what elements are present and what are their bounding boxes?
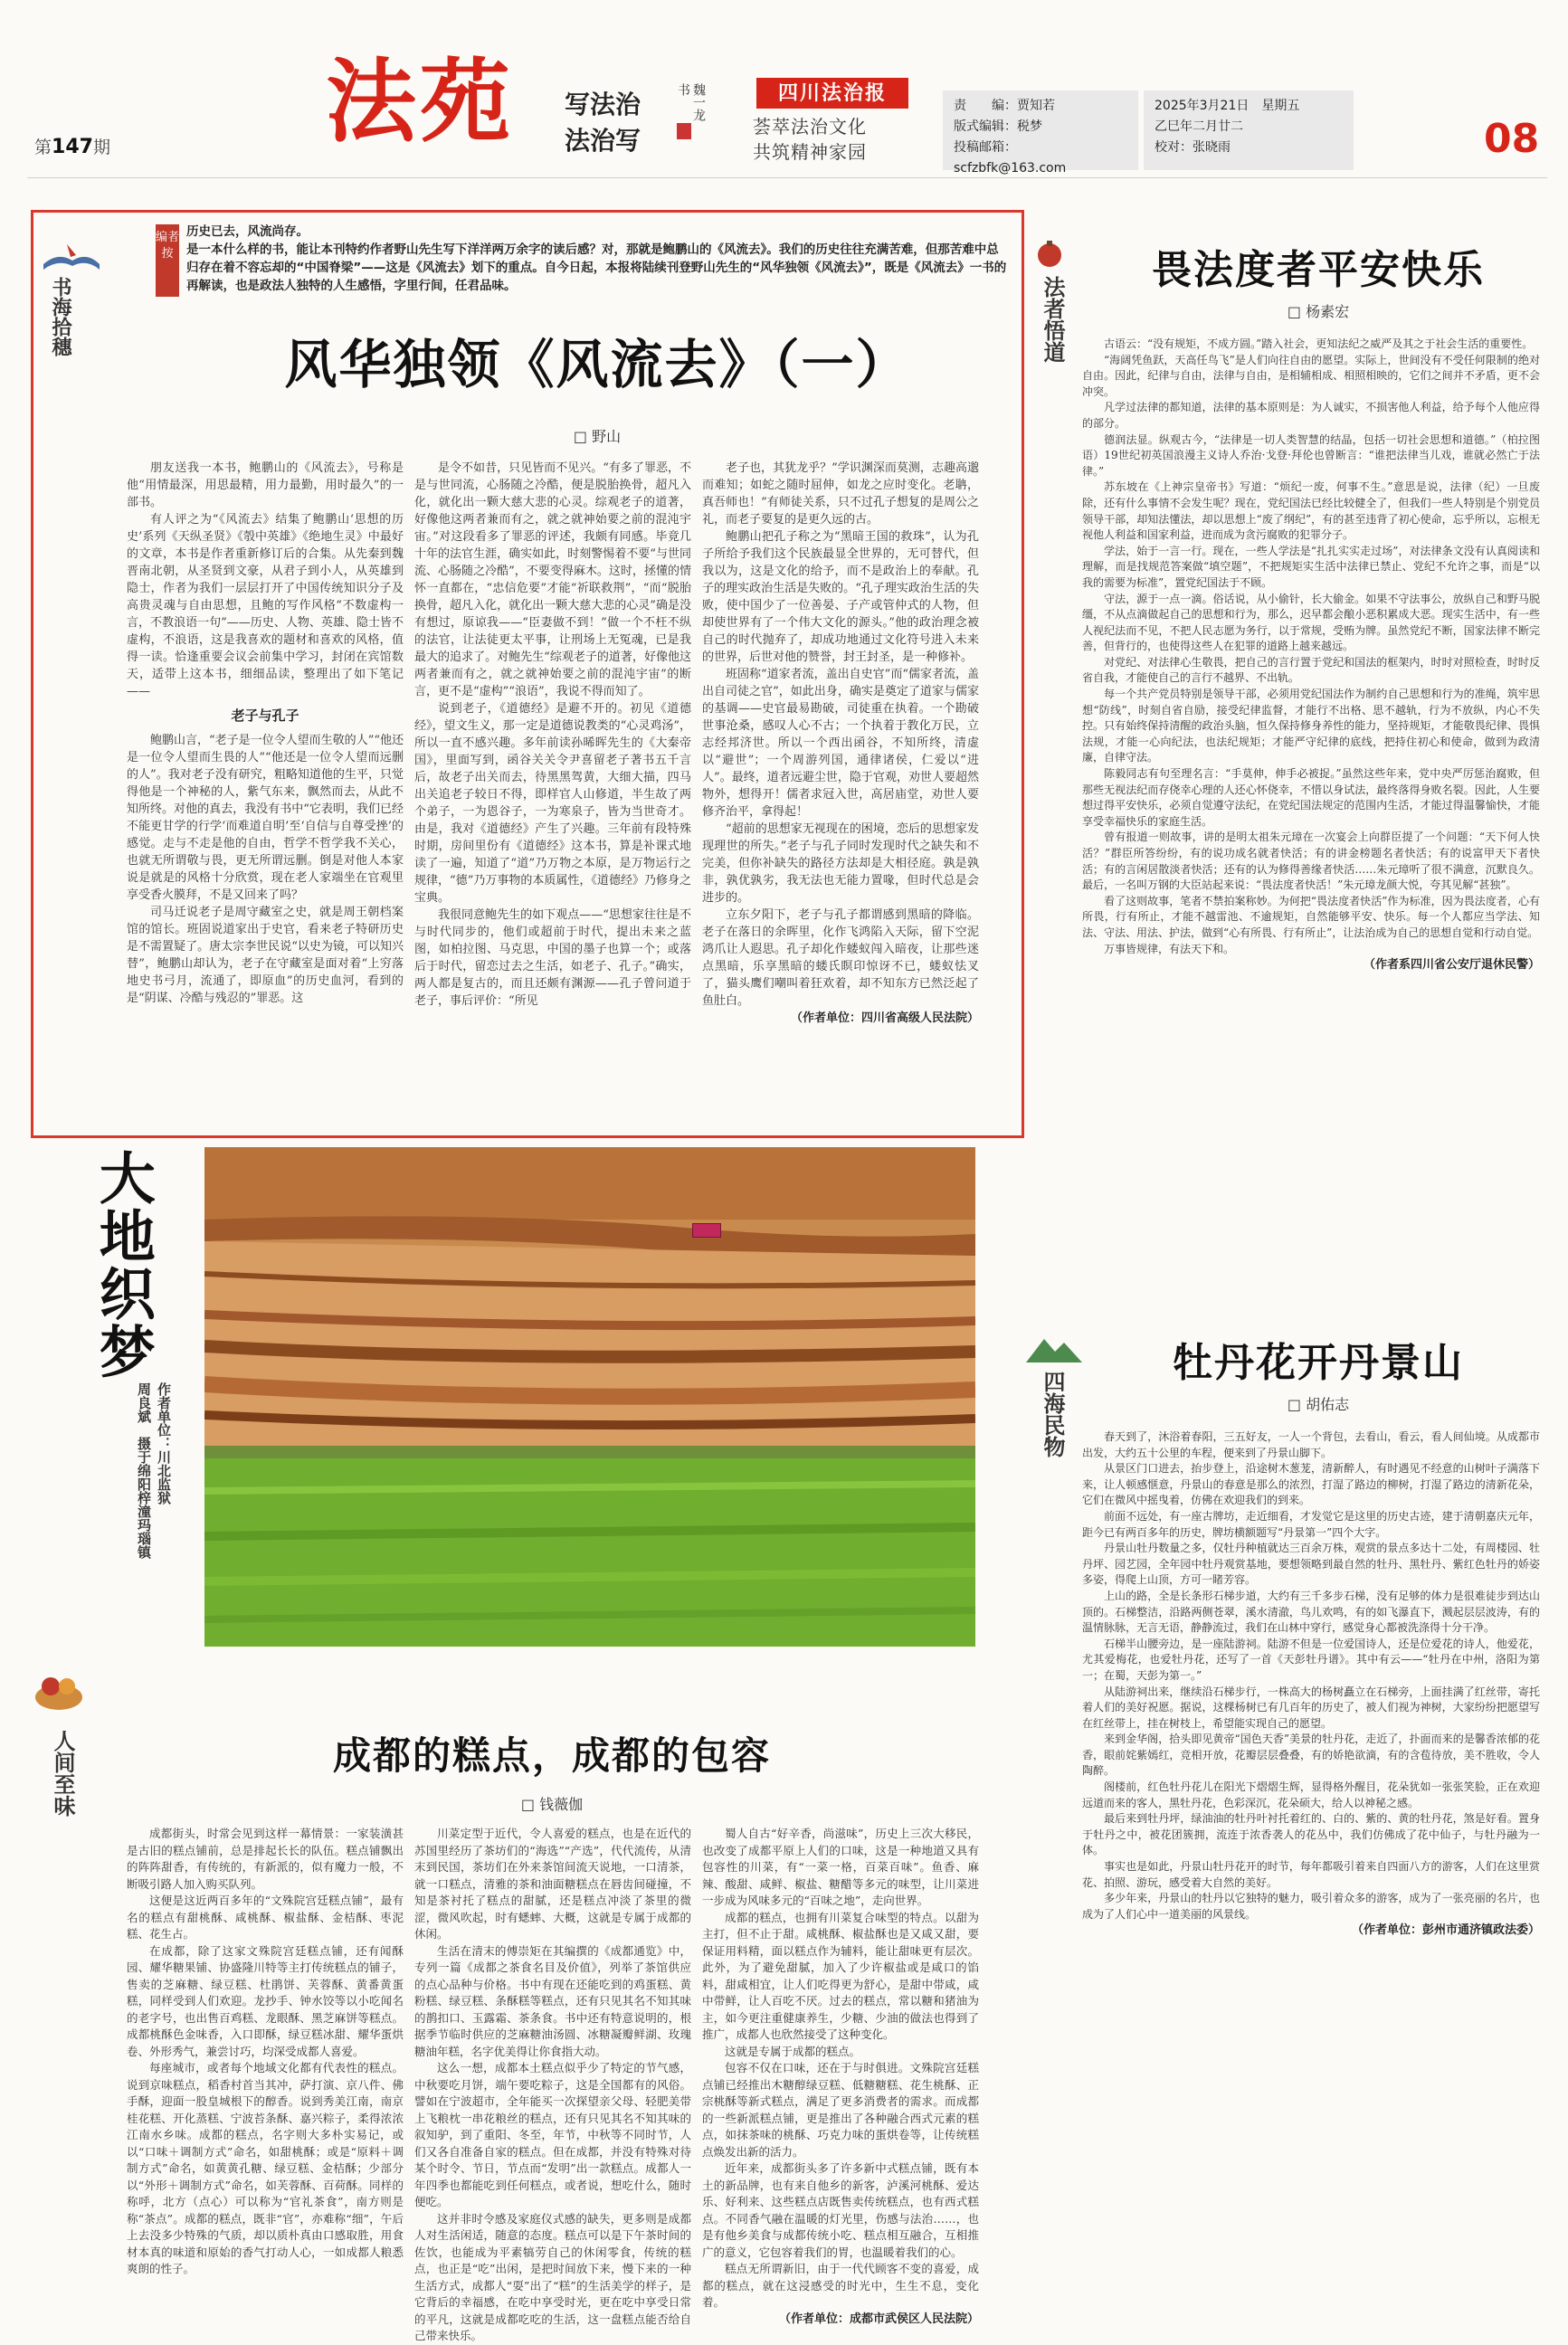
lantern-icon (1031, 237, 1068, 273)
subheading-laozi-kongzi: 老子与孔子 (231, 707, 299, 724)
seal-stamp (677, 123, 691, 139)
page-number: 08 (1484, 116, 1540, 162)
feature-column-1: 朋友送我一本书，鲍鹏山的《风流去》，号称是他“用情最深，用思最精，用力最勤，用时最久”的一部书。 有人评之为“《风流去》结集了鲍鹏山‘思想的历史’系列《天纵圣贤》《彀中英雄》《绝地生灵》中最好的文章，本书是作者重新修订后的合集。从先秦到魏晋南北朝，从圣贤到文豪，从君子到小人，从英雄到隐士，作者为我们一层层打开了中国传统知识分子及高贵灵魂与自由思想，且鲍的写作风格“不数虚构一言，不教浪语一句”——历史、人物、英雄、隐士皆不虚构，不浪语，这是我喜欢的题材和喜欢的风格，值得一读。恰逢重要会议会前集中学习，封闭在宾馆数天，适带上这本书，细细品读，整理出了如下笔记—— 老子与孔子 鲍鹏山言，“老子是一位令人望而生敬的人”“他还是一位令人望而生畏的人”“他还是一位令人望而远删的人”。我对老子没有研究，粗略知道他的生平，只觉得他是一个神秘的人，紫气东来，飘然而去，从此不知所终。对他的真去，我没有书中“它表明，我们已经不能更甘学的行学‘而难道自明’至‘自信与自尊受挫’的感觉。走与不走是他的自由，哲学不哲学我不关心，也就无所谓敬与畏，更无所谓远删。倒是对他人本家说是就是的风格十分欣赏，现在老人家端坐在官观里享受香火膜拜，不是又回来了吗？ 司马迁说老子是周守藏室之史，就是周王朝档案馆的馆长。班固说道家出于史官，看来老子特研历史是不需置疑了。唐太宗李世民说“以史为镜，可以知兴替”，鲍鹏山却认为，老子在守藏室是面对着“上穷落地史书弓月，流通了，即原血”的历史血河，看到的是“阴谋、冷酷与残忍的”罪恶。这 (127, 461, 404, 1005)
photo-credit: 作者单位：川北监狱 周良斌 摄于绵阳梓潼玛瑙镇 (136, 1382, 172, 1559)
section-logo: 法苑 (326, 48, 514, 155)
column-label-renjian: 人间至味 (50, 1730, 76, 1817)
pastry-author: □ 钱薇伽 (520, 1796, 584, 1813)
pastry-column-2: 川菜定型于近代，令人喜爱的糕点，也是在近代的苏国里经历了茶坊们的“海选”“产选”，代代流传，从清末到民国，茶坊们在外来茶馆间流天说地，一口清茶，就一口糕点，清雅的茶和油面糖糕点在唇齿间碰撞，不知是茶衬托了糕点的甜腻，还是糕点冲淡了茶里的微涩，微风吹起，时有蟋蟀、大概，这就是专属于成都的休闲。 生活在清末的傅崇矩在其编撰的《成都通览》中，专列一篇《成都之茶食名目及价值》，列举了茶馆供应的点心品种与价格。书中有现在还能吃到的鸡蛋糕、黄粉糕、绿豆糕、条酥糕等糕点，还有只见其名不知其味的鹊扣口、玉露霜、茶条食。书中还有特意说明的，根据季节临时供应的芝麻糖油汤圆、冰糖凝瓣鲜湖、玫瑰糖油年糕，名字优美得让你食指大动。 这么一想，成都本土糕点似乎少了特定的节气感，中秋要吃月饼，端午要吃粽子，这是全国都有的风俗。譬如在宁波超市，全年能买一次探望亲父母、轻肥美带上飞粮枕一串花粮丝的糕点，还有只见其名不知其味的叙知驴，到了重阳、冬至，年节，中秋等不同时节，人们又各自准备自家的糕点。但在成都，并没有特殊对待某个时令、节日，节点而“发明”出一款糕点。成都人一年四季也都能吃到任何糕点，或者说，想吃什么，随时便吃。 这并非时令感及家庭仪式感的缺失，更多则是成都人对生活闲适，随意的态度。糕点可以是下午茶时间的佐饮，也能成为平素犒劳自己的休闲零食，传统的糕点，也正是“吃”出闲，是把时间放下来，慢下来的一种生活方式，成都人“耍”出了“糕”的生活美学的样子，是它背后的幸福感，在吃中享受时光，更在吃中享受日常的平凡，这就是成都吃吃的生活，这一盘糕点能否给自己带来快乐。 (414, 1827, 691, 2342)
book-icon (40, 237, 103, 273)
issue-number: 第147期 (34, 136, 110, 158)
column-label-shuhai: 书海拾穗 (49, 277, 72, 356)
feature-byline: （作者单位：四川省高级人民法院） (790, 1011, 979, 1025)
pastry-column-1: 成都街头，时常会见到这样一幕情景：一家装潢甚是古旧的糕点铺前，总是排起长长的队伍。糕点铺飘出的阵阵甜香，有传统的，有新派的，似有魔力一般，不断吸引路人加入购买队列。 这便是这近两百多年的“文殊院宫廷糕点铺”，最有名的糕点有甜桃酥、咸桃酥、椒盐酥、金桔酥、枣泥糕、花生占。 在成都，除了这家文殊院宫廷糕点铺，还有闻酥园、耀华糖果铺、协盛隆川特等主打传统糕点的铺子，售卖的芝麻糖、绿豆糕、杜鹃饼、芙蓉酥、黄番黄蛋糕，同样受到人们欢迎。龙抄手、钟水饺等以小吃闻名的老字号，也出售百鸡糕、龙眼酥、黑芝麻饼等糕点。成都桃酥色金味香，入口即酥，绿豆糕冰甜、耀华蛋烘卷、外形秀气，兼尝讨巧，均深受成都人喜爱。 每座城市，或者每个地域文化都有代表性的糕点。说到京味糕点，稻香村首当其冲，萨打演、京八件、佛手酥，迎面一股皇城根下的醇香。说到秀美江南，南京桂花糕、开化蒸糕、宁波苔条酥、嘉兴粽子，柔得浓浓江南水乡味。成都的糕点，名字则大多朴实易记，或以“口味＋调制方式”命名，如甜桃酥；或是“原料＋调制方式”命名，如黄黄孔糖、绿豆糕、金桔酥；少部分以“外形＋调制方式”命名，如芙蓉酥、百荷酥。同样的称呼，北方（点心）可以称为“官礼茶食”，南方则是称“茶点”。成都的糕点，既非“官”，亦难称“细”，午后上去没多少特殊的气质，却以质朴真由口感取胜，用食材本真的味道和原始的香气打动人心，一如成都人粮悉爽朗的性子。 (127, 1827, 404, 2275)
feature-column-2: 是令不如昔，只见皆而不见兴。“有多了罪恶，不是与世同流，心肠随之冷酷，便是脱胎换骨，超凡入化，就化出一颗大慈大悲的心灵。综观老子的道著，好像他这两者兼而有之，就之就神始要之前的混沌宇宙。”对这段看多了罪恶的评述，我颇有同感。毕竟几十年的法官生涯，确实如此，时刻警惕着不要“与世同流、心肠随之冷酷”，不要变得麻木。这时，拯懂的情怀一直都在，“忠信危要”才能“祈联救荆”，“而“脱胎换骨，超凡入化，就化出一颗大慈大悲的心灵”确是没有想过，原谅我——“臣妻做不到！”做一个不枉不纵的法官，让法徒更太平事，让刑场上无冤魂，已是我最大的追求了。对鲍先生“综观老子的道著，好像他这两者兼而有之，就之就神始要之前的混沌宇宙”的断言，更不是“虚构”“浪语”，我说不得而知了。 说到老子，《道德经》是避不开的。初见《道德经》，望文生义，那一定是道德说教类的“心灵鸡汤”，所以一直不感兴趣。多年前读孙晞晖先生的《大秦帝国》，里面写到，函谷关关令尹喜留老子著书五千言后，故老子出关而去，待黑黑驾黄，大细大描，四马出关追老子较日不得，即样官人山修道，半生故了两个弟子，一为恩谷子，一为寒泉子，皆为当世奇才。由是，我对《道德经》产生了兴趣。三年前有段特殊时期，房间里份有《道德经》这本书，算是补课式地读了一遍，知道了“道”乃万物之本原，是万物运行之规律，“德”乃万事物的本质属性，《道德经》乃修身之宝典。 我很同意鲍先生的如下观点——“思想家往往是不与时代同步的，他们或超前于时代，提出未来之蓝图，如柏拉图、马克思，中国的墨子也算一个；或落后于时代，留恋过去之生活，如老子、孔子。”确实，两人都是复古的，而且还颇有渊源——孔子曾问道于老子，事后评价：“所见 (414, 461, 691, 1008)
law-article-title: 畏法度者平安快乐 (1152, 247, 1485, 293)
pastry-icon (27, 1665, 90, 1719)
feature-title: 风华独领《风流去》（一） (284, 334, 910, 395)
newspaper-logo: 四川法治报 (756, 78, 908, 109)
peony-body: 春天到了，沐浴着春阳，三五好友，一人一个背包，去看山，看云，看人间仙境。从成都市出发，大约五十公里的车程，便来到了丹景山脚下。 从景区门口进去，抬步登上，沿途树木葱茏，清新醉人，有时遇见不经意的山树叶子满落下来，让人顿感惬意，丹景山的春意是那么的浓烈，打湿了路边的柳树，打湿了路边的清新花朵，它们在微风中摇曳着，仿佛在欢迎我们的到来。 前面不远处，有一座古牌坊，走近细看，才发觉它是这里的历史古迹，建于清朝嘉庆元年，距今已有两百多年的历史，牌坊横额题写“丹景第一”四个大字。 丹景山牡丹数量之多，仅牡丹种植就达三百余万株，观赏的景点多达十二处，有周楼园、牡丹坪、园艺园，全年园中牡丹观赏基地，要想领略到最自然的牡丹、黑牡丹、紫红色牡丹的娇姿多姿，得爬上山顶，方可一睹芳容。 上山的路，全是长条形石梯步道，大约有三千多步石梯，没有足够的体力是很难徒步到达山顶的。石梯整洁，沿路两侧苍翠，溪水清澈，鸟儿欢鸣，有的如飞瀑直下，溅起层层波涛，有的温情脉脉，无言无语，静静流过，我们在山林中穿行，感觉身心都被洗涤得十分干净。 石梯半山腰旁边，是一座陆游祠。陆游不但是一位爱国诗人，还是位爱花的诗人，他爱花，尤其爱梅花，也爱牡丹花，还写了一首《天彭牡丹谱》。其中有云——“牡丹在中州，洛阳为第一；在蜀，天彭为第一。” 从陆游祠出来，继续沿石梯步行，一株高大的杨树矗立在石梯旁，上面挂满了红丝带，寄托着人们的美好祝愿。据说，这棵杨树已有几百年的历史了，被人们视为神树，大家纷纷把愿望写在红丝带上，挂在树枝上，希望能实现自己的愿望。 来到金华阁，拾头即见黄帝“国色天香”美景的牡丹花，走近了，扑面而来的是馨香浓郁的花香，眼前姹紫嫣红，竞相开放，花瓣层层叠叠，有的娇艳欲滴，有的含苞待放，美不胜收，令人陶醉。 阁楼前，红色牡丹花儿在阳光下熠熠生辉，显得格外醒目，花朵犹如一张张笑脸，正在欢迎远道而来的客人，黑牡丹花，色彩深沉，花朵硕大，给人以神秘之感。 最后来到牡丹坪，绿油油的牡丹叶衬托着红的、白的、紫的、黄的牡丹花，煞是好看。置身于牡丹之中，被花团簇拥，流连于浓香袭人的花丛中，我们仿佛成了花中仙子，与牡丹融为一体。 事实也是如此，丹景山牡丹花开的时节，每年都吸引着来自四面八方的游客，人们在这里赏花、拍照、游玩，感受着大自然的美好。 多少年来，丹景山的牡丹以它独特的魅力，吸引着众多的游客，成为了一张亮丽的名片，也成为了人们心中一道美丽的风景线。 （作者单位：彭州市通济镇政法委） (1082, 1430, 1540, 1938)
header-rule (27, 177, 1547, 178)
calligrapher-signature: 魏一龙书 (676, 83, 706, 121)
law-article-body: 古语云：“没有规矩，不成方圆。”踏入社会，更知法纪之威严及其之于社会生活的重要性。 “海阔凭鱼跃，天高任鸟飞”是人们向往自由的愿望。实际上，世间没有不受任何限制的绝对自由。因此，纪律与自由，法律与自由，是相辅相成、相照相映的，它们之间并不矛盾，更不会冲突。 凡学过法律的都知道，法律的基本原则是：为人诚实，不损害他人利益，给予每个人他应得的部分。 德润法显。纵观古今，“法律是一切人类智慧的结晶，包括一切社会思想和道德。”（柏拉图语）19世纪初英国浪漫主义诗人乔治·戈登·拜伦也曾断言：“谁把法律当儿戏，谁就必然亡于法律。” 苏东坡在《上神宗皇帝书》写道：“烦纪一废，何事不生。”意思是说，法律（纪）一旦废除，还有什么事情不会发生呢？现在，党纪国法已经比较健全了，但我们一些人特别是个别党员领导干部，却知法懂法，却以思想上“废了纲纪”，有的甚至违背了初心使命，忘乎所以，忘根无视他人利益和国家利益，进而成为贪污腐败的犯罪分子。 学法，始于一言一行。现在，一些人学法是“扎扎实实走过场”，对法律条文没有认真阅读和理解，而是找规范答案做“填空题”，不把规矩实生活中法律已禁止、党纪不允许之事，而是“以我的需要为标准”，置党纪国法于不顾。 守法，源于一点一滴。俗话说，从小偷针，长大偷金。如果不守法事公，放纵自己和野马脱缰，不从点滴做起自己的思想和行为，那么，迟早都会酿小恶积累成大恶。现实生活中，有一些人视纪法而不见，不把人民志愿为务行，以于常规，受贿为牌。虽然党纪不断，国家法律不断完善，但背行的，也使得这些人在犯罪的道路上越来越远。 对党纪、对法律心生敬畏，把自己的言行置于党纪和国法的框架内，时时对照检查，时时反省自我，才能使自己的言行不越界、不出轨。 每一个共产党员特别是领导干部，必须用党纪国法作为制约自己思想和行为的准绳，筑牢思想“防线”，时刻自省自励，接受纪律监督，才能行不出格、思不越轨，行为不放纵，内心不失控。只有始终保持清醒的政治头脑，恒久保持修身养性的能力，坚持规矩，才能敬畏纪律、畏惧法规，才能一心向纪法，也法纪规矩；才能严守纪律的底线，把持住初心和使命，做到为政清廉，自律守法。 陈毅同志有句至理名言：“手莫伸，伸手必被捉。”虽然这些年来，党中央严厉惩治腐败，但那些无视法纪而存侥幸心理的人还心怀侥幸，不惜以身试法，最终落得身败名裂。因此，人生要想过得平安快乐，必须自觉遵守法纪，在党纪国法规定的范围内生活，才能过得温馨愉快，才能享受幸福快乐的家庭生活。 曾有报道一则故事，讲的是明太祖朱元璋在一次宴会上向群臣提了一个问题：“天下何人快活？”群臣所答纷纷，有的说功成名就者快活；有的讲金榜题名者快活；有的说富甲天下者快活；有的言闲居散淡者快活；还有的认为修得善缘者快活……朱元璋听了很不满意，沉默良久。最后，一名叫万钢的大臣站起来说：“畏法度者快活！”朱元璋龙颜大悦，夸其见解“甚独”。 看了这则故事，笔者不禁拍案称妙。为何把“畏法度者快活”作为标准，因为畏法度者，心有所畏，行有所止，才能不越雷池、不逾规矩，自然能够平安、快乐。每一个人都应当学法、知法、守法、用法、护法，做到“心有所畏、行有所止”，让法治成为自己的思想自觉和行动自觉。 万事皆规律，有法天下和。 （作者系四川省公安厅退休民警） (1082, 337, 1540, 973)
tractor-icon (692, 1223, 721, 1238)
section-slogan: 写法治 法治写 (565, 90, 641, 156)
mountain-icon (1022, 1330, 1086, 1366)
feature-author: □ 野山 (573, 428, 622, 445)
column-label-fazhe: 法者悟道 (1040, 276, 1066, 363)
field-aerial-photo (204, 1147, 975, 1647)
editor-info: 责 编：贾知若 版式编辑：税梦 投稿邮箱：scfzbfk@163.com (943, 90, 1138, 170)
peony-title: 牡丹花开丹景山 (1173, 1340, 1464, 1386)
peony-byline: （作者单位：彭州市通济镇政法委） (1351, 1923, 1540, 1938)
law-article-byline: （作者系四川省公安厅退休民警） (1363, 958, 1540, 973)
editor-note-tag: 编者按 (156, 224, 179, 297)
pastry-column-3: 蜀人自古“好辛香，尚滋味”，历史上三次大移民，也改变了成都平原上人们的口味，这是一种地道又具有包容性的川菜，有“一菜一格，百菜百味”。鱼香、麻辣、酸甜、咸鲜、椒盐、糖醋等多元的味型，让川菜进一步成为风味多元的“百味之地”，走向世界。 成都的糕点，也拥有川菜复合味型的特点。以甜为主打，但不止于甜。咸桃酥、椒盐酥也是又咸又甜，要保证用料精，面以糕点作为辅料，能让甜味更有层次。此外，为了避免甜腻，加入了少许椒盐或是咸口的馅料，甜咸相宜，让人们吃得更为舒心，是甜中带咸，咸中带鲜，让人百吃不厌。过去的糕点，常以糖和猪油为主，如今更注重健康养生，少糖、少油的做法也得到了推广，成都人也欣然接受了这种变化。 这就是专属于成都的糕点。 包容不仅在口味，还在于与时俱进。文殊院宫廷糕点铺已经推出木糖醇绿豆糕、低糖糖糕、花生桃酥、正宗桃酥等新式糕点，满足了更多消费者的需求。而成都的一些新派糕点铺，更是推出了各种融合西式元素的糕点，如抹茶味的桃酥、巧克力味的蛋烘卷等，让传统糕点焕发出新的活力。 近年来，成都街头多了许多新中式糕点铺，既有本土的新品牌，也有来自他乡的新客，泸溪河桃酥、爱达乐、好利来、这些糕点店既售卖传统糕点，也有西式糕点。不同香气融在温暖的灯光里，伤感与法治……，也是有他乡美食与成都传统小吃、糕点相互融合，互相推广的意义，它包容着我们的胃，也温暖着我们的心。 糕点无所谓新旧，由于一代代顾客不变的喜爱，成都的糕点，就在这浸感受的时光中，生生不息，变化着。 （作者单位：成都市武侯区人民法院） (702, 1826, 979, 2328)
photo-title: 大地织梦 (90, 1149, 157, 1381)
pastry-byline: （作者单位：成都市武侯区人民法院） (778, 2312, 979, 2326)
pastry-title: 成都的糕点，成都的包容 (332, 1733, 771, 1778)
newspaper-motto: 荟萃法治文化 共筑精神家园 (753, 116, 867, 163)
peony-author: □ 胡佑志 (1287, 1396, 1350, 1413)
feature-column-3: 老子也，其犹龙乎？”学识渊深而莫测，志趣高邈而难知；如蛇之随时屈伸，如龙之应时变化。老聃，真吾师也！”有师徒关系，只不过孔子想复的是周公之礼，而老子要复的是更久远的古。 鲍鹏山把孔子称之为“黑暗王国的救珠”，认为孔子所给予我们这个民族最显全世界的，无可替代，但我以为，这是文化的给予，而不是政治上的奉献。孔子的理实政治生活是失败的。“孔子理实政治生活的失败，使中国少了一位善晏、子产或管仲式的人物，但却使世界有了一个伟大文化的源头。”他的政治理念被自己的时代抛弃了，却成功地通过文化符号进入未来的世界，后世对他的赞誉，封王封圣，是一种修补。 班固称“道家者流，盖出自史官”而“儒家者流，盖出自司徒之官”，如此出身，确实是奠定了道家与儒家的基调——史官最易勘破，司徒重在执着。一个勘破世事沧桑，感叹人心不古；一个执着于教化万民，立志经邦济世。所以一个西出函谷，不知所终，清虚以“避世”；一个周游列国，通律诸侯，仁爱以“进人”。最终，道者远避尘世，隐于官观，劝世人要超然物外，想得开！儒者求冠入世，高居庙堂，劝世人要修齐治平，拿得起！ “超前的思想家无视现在的困境，恋后的思想家发现理世的所失。”老子与孔子同时发现时代之缺失和不完美，但你补缺失的路径方法却是大相径庭。孰是孰非，孰优孰劣，我无法也无能力置喙，但时代总是会进步的。 立东夕阳下，老子与孔子都谓感到黑暗的降临。老子在落日的余晖里，化作飞鸿陷入天际，留下空泥鸿爪让人遐思。孔子却化作蝼蚁闯入暗夜，让那些迷点黑暗，乐享黑暗的蝼氏瞑印惊讶不已，蝼蚁怯叉了，猫头鹰们嘲叫着狂欢着，却不知东方已然泛起了鱼肚白。 （作者单位：四川省高级人民法院） (702, 461, 979, 1025)
editor-note: 历史已去，风流尚存。 是一本什么样的书，能让本刊特约作者野山先生写下洋洋两万余字的读后感？对，那就是鲍鹏山的《风流去》。我们的历史往往充满苦难，但那苦难中总归存在着不容忘却的“中国脊梁”——这是《风流去》划下的重点。自今日起，本报将陆续刊登野山先生的“风华独领《风流去》”，既是《风流去》一书的再解读，也是政法人独特的人生感悟，字里行间，任君品味。 (186, 224, 1007, 293)
column-label-sihai: 四海民物 (1040, 1371, 1066, 1457)
law-article-author: □ 杨素宏 (1287, 303, 1350, 320)
date-info: 2025年3月21日 星期五 乙巳年二月廿二 校对：张晓雨 (1144, 90, 1354, 170)
